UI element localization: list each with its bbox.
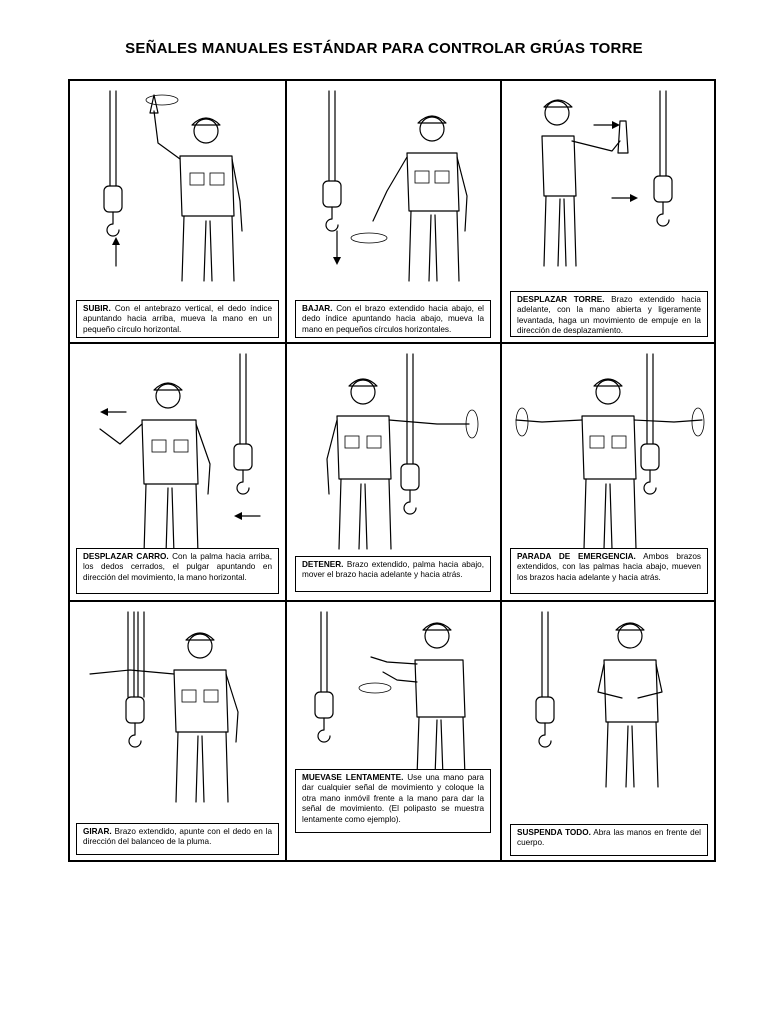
signal-cell-muevase-lentamente: [286, 601, 501, 861]
signal-cell-subir: [69, 80, 286, 343]
page-title: SEÑALES MANUALES ESTÁNDAR PARA CONTROLAR GRÚAS TORRE: [125, 40, 643, 57]
signal-cell-desplazar-torre: [501, 80, 715, 343]
caption-desplazar-torre: DESPLAZAR TORRE. Brazo extendido hacia adelante, con la mano abierta y ligeramente levantada, haga un movimiento de empuje en la dirección de desplazamiento.: [510, 291, 708, 337]
caption-suspenda-todo: SUSPENDA TODO. Abra las manos en frente del cuerpo.: [510, 824, 708, 856]
signal-cell-bajar: [286, 80, 501, 343]
caption-bajar: BAJAR. Con el brazo extendido hacia abajo, el dedo índice apuntando hacia abajo, mueva la mano en pequeños círculos horizontales.: [295, 300, 491, 338]
caption-parada-emergencia: PARADA DE EMERGENCIA. Ambos brazos extendidos, con las palmas hacia abajo, mueven los brazos hacia adelante y hacia atrás.: [510, 548, 708, 594]
worker-dog-everything-icon: [502, 602, 715, 861]
caption-detener: DETENER. Brazo extendido, palma hacia abajo, mover el brazo hacia adelante y hacia atrás.: [295, 556, 491, 592]
signal-cell-suspenda-todo: [501, 601, 715, 861]
signal-cell-desplazar-carro: [69, 343, 286, 601]
signal-cell-detener: [286, 343, 501, 601]
signals-grid: [68, 79, 716, 862]
signal-cell-girar: [69, 601, 286, 861]
caption-muevase-lentamente: MUEVASE LENTAMENTE. Use una mano para dar cualquier señal de movimiento y coloque la otra mano inmóvil frente a la mano para dar la señal de movimiento. (El polipasto se muestra lentamente como ejemplo).: [295, 769, 491, 833]
caption-girar: GIRAR. Brazo extendido, apunte con el dedo en la dirección del balanceo de la pluma.: [76, 823, 279, 855]
caption-desplazar-carro: DESPLAZAR CARRO. Con la palma hacia arriba, los dedos cerrados, el pulgar apuntando en dirección del movimiento, la mano horizontal.: [76, 548, 279, 594]
caption-subir: SUBIR. Con el antebrazo vertical, el dedo índice apuntando hacia arriba, mueva la mano en un pequeño círculo horizontal.: [76, 300, 279, 338]
signal-cell-parada-emergencia: [501, 343, 715, 601]
